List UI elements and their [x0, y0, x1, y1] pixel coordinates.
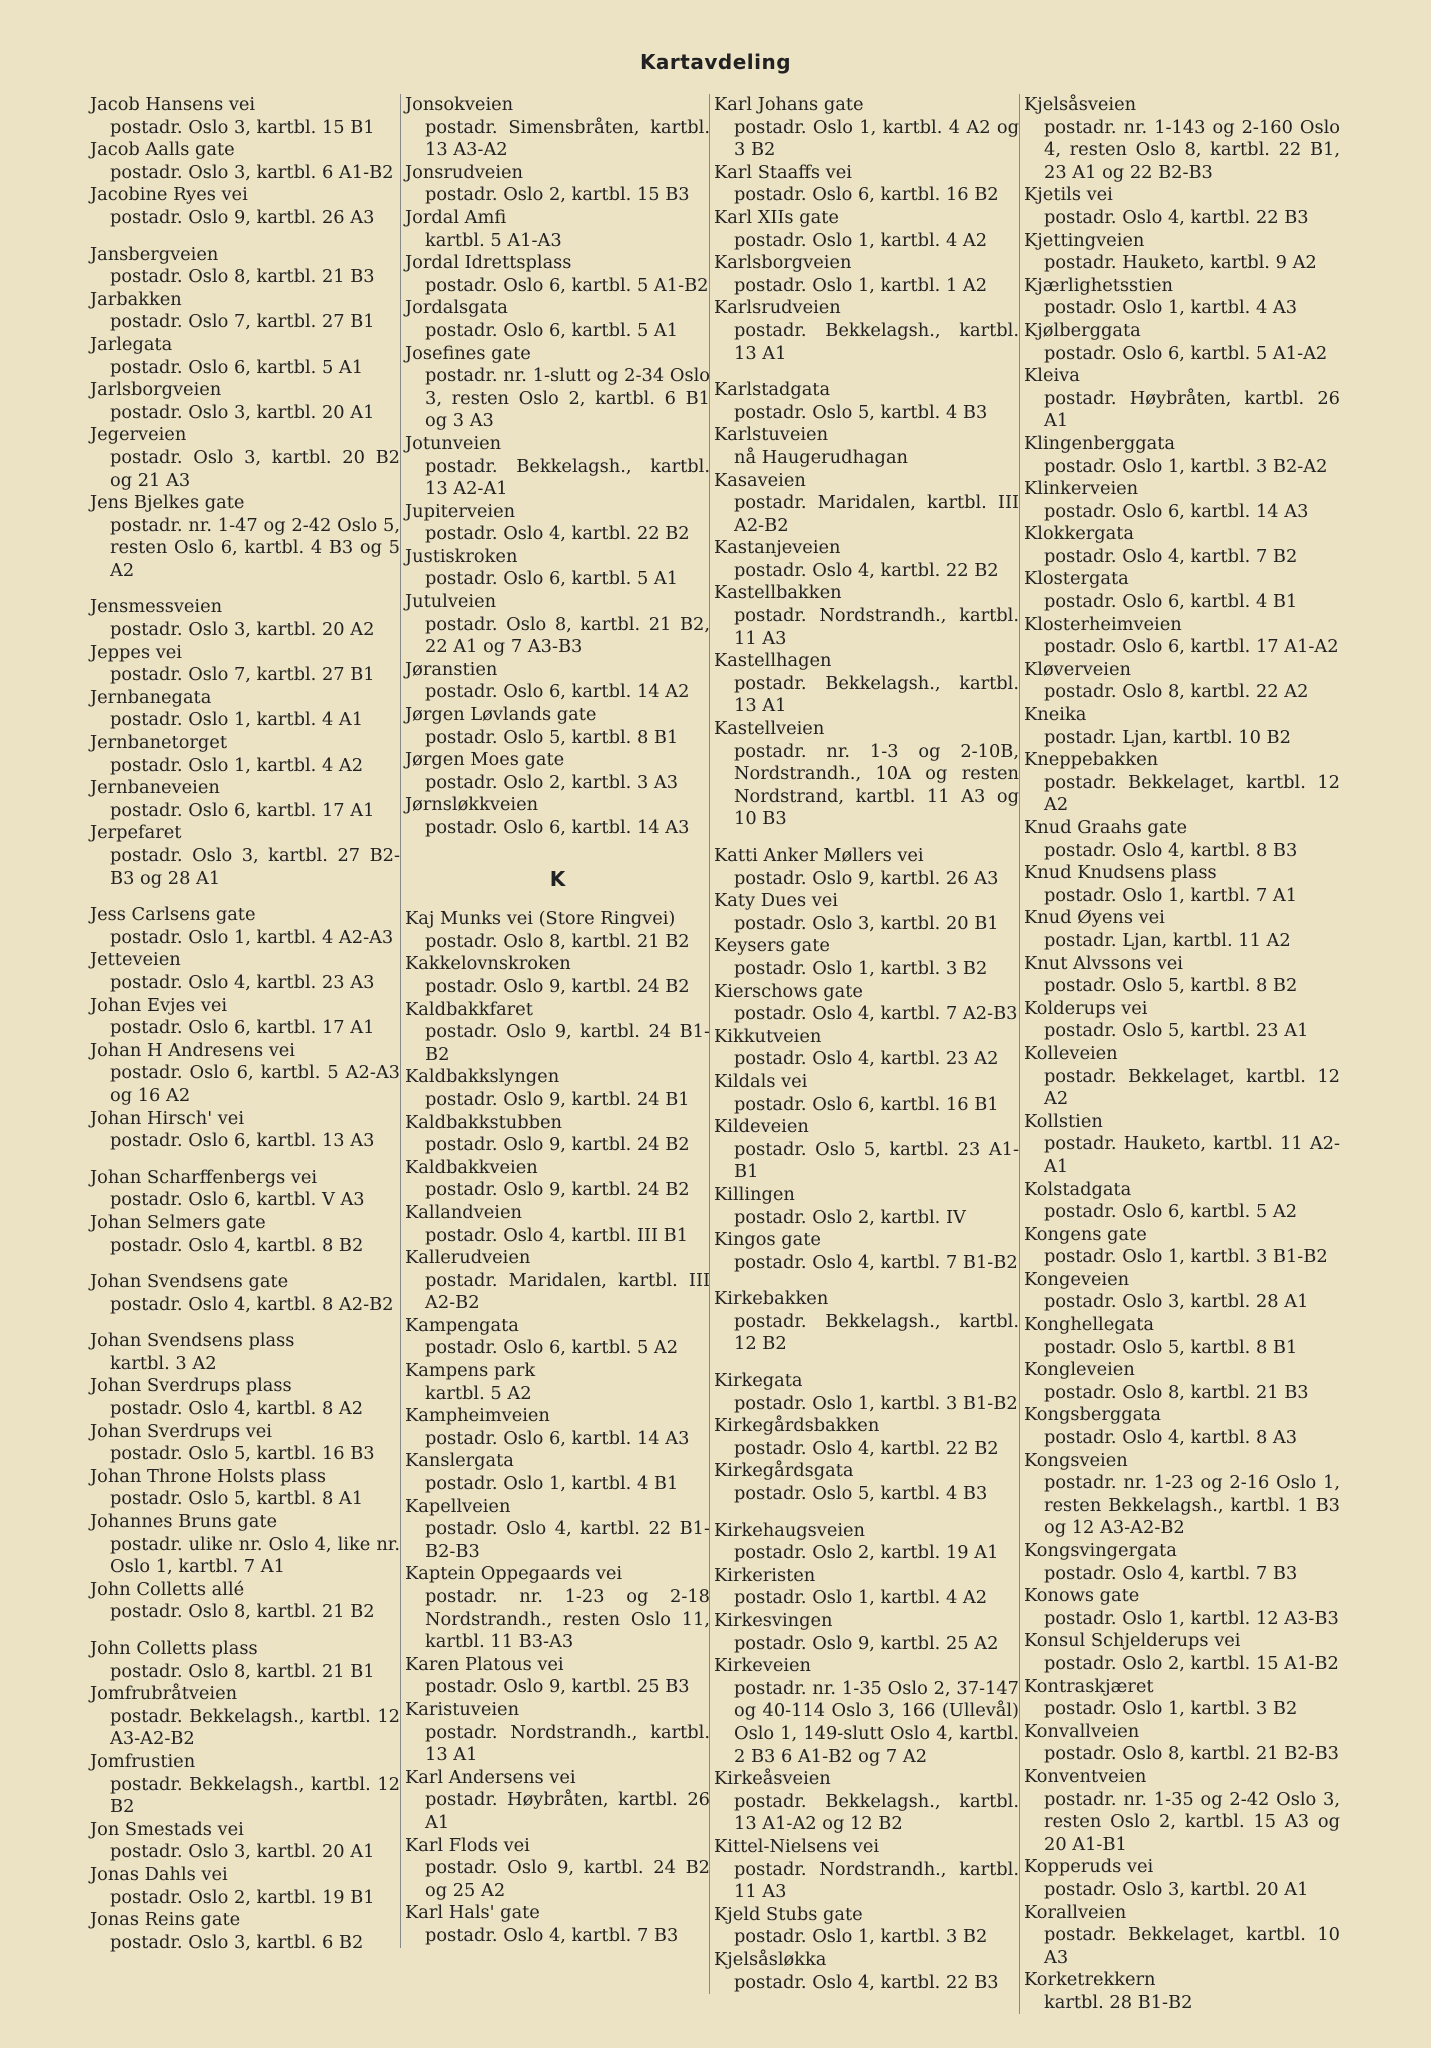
street-name: Kirkeåsveien [714, 1768, 831, 1790]
street-address-info: postadr. Oslo 1, kartbl. 4 A2 [734, 1587, 988, 1609]
street-name: Johan Sverdrups vei [90, 1420, 272, 1442]
entry-gap [714, 1356, 1019, 1370]
street-name: Klinkerveien [1024, 478, 1139, 500]
street-name: Johannes Bruns gate [90, 1511, 277, 1533]
street-name: Jacobine Ryes vei [90, 184, 248, 206]
street-address-info: postadr. Oslo 1, kartbl. 3 B2 [734, 957, 988, 979]
street-address-info: postadr. Høybråten, kartbl. 26 A1 [1044, 387, 1340, 432]
street-name: Kongsberggata [1024, 1404, 1161, 1426]
street-name: Kopperuds vei [1024, 1856, 1154, 1878]
street-name: Jørgen Løvlands gate [405, 704, 597, 726]
street-name: Johan Svendsens gate [90, 1271, 289, 1293]
street-address-info: postadr. Oslo 1, kartbl. 4 A3 [1044, 297, 1298, 319]
street-name: Kongens gate [1024, 1223, 1147, 1245]
street-address-info: postadr. Oslo 4, kartbl. 8 B2 [110, 1234, 364, 1256]
street-name: Kjetils vei [1024, 184, 1113, 206]
street-name: Knud Graahs gate [1024, 817, 1188, 838]
entry-gap [714, 365, 1019, 379]
street-address-info: postadr. Oslo 1, kartbl. 4 A2 [110, 754, 364, 776]
street-address-info: postadr. Oslo 6, kartbl. 14 A3 [1044, 500, 1309, 522]
entry-gap [90, 230, 400, 244]
street-address-info: postadr. Oslo 4, kartbl. 22 B2 [425, 523, 690, 545]
street-address-info: postadr. Bekkelagsh., kartbl. 12 B2 [734, 1310, 1019, 1355]
street-address-info: postadr. Oslo 1, kartbl. 3 B1-B2 [734, 1392, 1018, 1414]
street-name: Kaldbakkstubben [405, 1111, 562, 1133]
street-address-info: postadr. nr. 1-35 og 2-42 Oslo 3, resten Oslo 2, kartbl. 15 A3 og 20 A1-B1 [1044, 1788, 1340, 1855]
street-name: Kjølberggata [1024, 319, 1141, 341]
street-name: Karl Hals' gate [405, 1902, 540, 1924]
street-name: Kirkeveien [714, 1655, 811, 1677]
street-name: Jordal Idrettsplass [405, 252, 572, 274]
street-address-info: postadr. Oslo 3, kartbl. 20 B2 og 21 A3 [110, 446, 400, 491]
street-address-info: postadr. Oslo 8, kartbl. 21 B2, 22 A1 og 7 A3-B3 [425, 613, 710, 658]
street-name: Kampheimveien [405, 1405, 550, 1427]
street-name: Jernbanetorget [90, 732, 227, 754]
street-name: Jerpefaret [90, 822, 182, 844]
column-3 [709, 94, 1019, 1994]
street-name: Kirkeristen [714, 1564, 816, 1586]
street-address-info: postadr. Oslo 5, kartbl. 8 B2 [1044, 975, 1298, 997]
street-name: Korketrekkern [1024, 1969, 1156, 1991]
street-address-info: postadr. Oslo 3, kartbl. 28 A1 [1044, 1291, 1309, 1313]
street-name: Karl Andersens vei [405, 1766, 576, 1788]
street-address-info: postadr. Bekkelaget, kartbl. 10 A3 [1044, 1924, 1340, 1968]
street-name: Kirkesvingen [714, 1610, 833, 1631]
street-address-info: postadr. Oslo 8, kartbl. 21 B3 [1044, 1381, 1309, 1403]
street-name: Konghellegata [1024, 1314, 1154, 1336]
street-name: Johan Evjes vei [90, 994, 228, 1016]
street-address-info: postadr. Oslo 4, kartbl. 7 B3 [1044, 1562, 1298, 1584]
street-name: Jarbakken [90, 288, 182, 310]
street-name: Jacob Aalls gate [90, 139, 235, 161]
street-name: Kirkegårdsgata [714, 1460, 854, 1482]
street-name: Kaj Munks vei (Store Ringvei) [405, 908, 676, 930]
street-name: Kildals vei [714, 1070, 808, 1092]
street-address-info: postadr. Oslo 4, kartbl. 7 B3 [425, 1924, 679, 1946]
street-name: Kampens park [405, 1360, 536, 1382]
street-name: Jomfrubråtveien [90, 1683, 238, 1705]
street-address-info: postadr. Oslo 4, kartbl. 7 B2 [1044, 545, 1298, 567]
street-name: Jomfrustien [90, 1750, 196, 1772]
street-name: Kapellveien [405, 1495, 511, 1517]
street-name: Kongsvingergata [1024, 1540, 1177, 1561]
street-name: Karlsrudveien [714, 297, 841, 319]
entry-gap [90, 1624, 400, 1638]
street-name: Kjelsåsveien [1024, 94, 1137, 115]
street-name: Kaldbakkfaret [405, 998, 533, 1020]
street-address-info: postadr. Oslo 2, kartbl. 3 A3 [425, 771, 679, 793]
street-address-info: postadr. Oslo 6, kartbl. 5 A1-B2 [425, 274, 709, 296]
street-address-info: postadr. Oslo 3, kartbl. 20 A1 [1044, 1878, 1309, 1900]
street-address-info: postadr. Oslo 9, kartbl. 25 A2 [734, 1632, 999, 1654]
street-name: Kongleveien [1024, 1359, 1135, 1381]
street-address-info: kartbl. 28 B1-B2 [1044, 1991, 1193, 2013]
street-name: Katti Anker Møllers vei [714, 845, 924, 866]
street-name: Kittel-Nielsens vei [714, 1835, 880, 1857]
street-address-info: postadr. nr. 1-23 og 2-18 Nordstrandh., resten Oslo 11, kartbl. 11 B3-A3 [425, 1586, 710, 1653]
street-address-info: postadr. Hauketo, kartbl. 9 A2 [1044, 252, 1317, 274]
street-name: Johan H Andresens vei [90, 1039, 295, 1061]
street-address-info: postadr. Oslo 6, kartbl. 17 A1-A2 [1044, 636, 1339, 658]
street-name: Kleiva [1024, 365, 1080, 387]
street-address-info: postadr. Simensbråten, kartbl. 13 A3-A2 [425, 116, 710, 161]
street-address-info: kartbl. 5 A2 [425, 1382, 532, 1404]
street-address-info: postadr. Oslo 6, kartbl. 17 A1 [110, 799, 375, 821]
street-name: Jøranstien [405, 658, 498, 680]
street-address-info: postadr. Oslo 5, kartbl. 8 B1 [425, 726, 679, 748]
street-name: Jess Carlsens gate [90, 904, 256, 926]
street-address-info: postadr. nr. 1-47 og 2-42 Oslo 5, resten Oslo 6, kartbl. 4 B3 og 5 A2 [110, 514, 400, 581]
street-name: Jens Bjelkes gate [90, 492, 245, 514]
street-name: Konsul Schjelderups vei [1024, 1630, 1241, 1652]
street-name: Jegerveien [90, 424, 187, 446]
street-name: Kolstadgata [1024, 1178, 1132, 1200]
street-address-info: postadr. Oslo 8, kartbl. 22 A2 [1044, 681, 1309, 703]
street-name: Klokkergata [1024, 523, 1134, 545]
street-address-info: postadr. Oslo 9, kartbl. 24 B2 og 25 A2 [425, 1857, 710, 1901]
street-name: Kolderups vei [1024, 997, 1148, 1019]
street-name: Kjeld Stubs gate [714, 1903, 863, 1925]
street-address-info: postadr. Oslo 3, kartbl. 20 A2 [110, 619, 375, 641]
street-address-info: postadr. Bekkelagsh., kartbl. 12 B2 [110, 1773, 400, 1818]
street-address-info: postadr. Oslo 8, kartbl. 21 B2 [425, 930, 690, 952]
street-address-info: postadr. Oslo 9, kartbl. 24 B2 [425, 1179, 690, 1201]
street-name: Kjærlighetsstien [1024, 274, 1173, 296]
street-address-info: postadr. Oslo 3, kartbl. 15 B1 [110, 116, 375, 138]
street-name: Johan Hirsch' vei [90, 1107, 245, 1129]
street-name: Johan Sverdrups plass [90, 1375, 292, 1397]
street-address-info: postadr. Oslo 7, kartbl. 27 B1 [110, 311, 375, 333]
street-address-info: postadr. Oslo 6, kartbl. 13 A3 [110, 1130, 375, 1152]
street-address-info: postadr. nr. 1-3 og 2-10B, Nordstrandh., 10A og resten Nordstrand, kartbl. 11 A3 og 10 B3 [734, 740, 1019, 830]
street-name: Kjettingveien [1024, 229, 1145, 251]
street-name: Johan Throne Holsts plass [90, 1465, 327, 1487]
street-address-info: postadr. Oslo 3, kartbl. 6 A1-B2 [110, 161, 394, 183]
street-address-info: postadr. Høybråten, kartbl. 26 A1 [425, 1789, 710, 1833]
street-address-info: postadr. Bekkelagsh., kartbl. 13 A1 [734, 672, 1019, 717]
street-address-info: kartbl. 5 A1-A3 [425, 229, 562, 251]
street-name: Kanslergata [405, 1450, 514, 1472]
street-name: Kikkutveien [714, 1025, 822, 1047]
street-address-info: postadr. Oslo 6, kartbl. 5 A1 [425, 568, 679, 590]
street-name: Karlstuveien [714, 424, 829, 446]
street-address-info: postadr. Oslo 2, kartbl. 19 A1 [734, 1542, 999, 1564]
street-name: Jernbaneveien [90, 777, 220, 799]
street-address-info: postadr. Oslo 3, kartbl. 6 B2 [110, 1931, 364, 1953]
street-name: Konvallveien [1024, 1720, 1140, 1742]
street-address-info: postadr. Oslo 6, kartbl. 14 A3 [425, 817, 690, 838]
street-name: Killingen [714, 1183, 795, 1205]
street-address-info: postadr. Oslo 4, kartbl. 22 B3 [1044, 206, 1309, 228]
street-name: Jensmessveien [90, 596, 223, 618]
street-name: Jørgen Moes gate [405, 749, 565, 771]
street-name: Knut Alvssons vei [1024, 952, 1183, 974]
street-name: Jupiterveien [405, 500, 516, 522]
street-name: John Colletts allé [90, 1578, 245, 1600]
street-name: Karl Staaffs vei [714, 161, 852, 183]
street-address-info: postadr. Oslo 1, kartbl. 7 A1 [1044, 884, 1298, 906]
street-name: Klingenberggata [1024, 432, 1175, 454]
street-address-info: postadr. Oslo 6, kartbl. 5 A1 [425, 319, 679, 341]
street-address-info: postadr. ulike nr. Oslo 4, like nr. Oslo 1, kartbl. 7 A1 [110, 1533, 400, 1578]
street-address-info: postadr. Oslo 1, kartbl. 4 B1 [425, 1473, 679, 1495]
street-name: Konventveien [1024, 1765, 1147, 1787]
street-name: Kastellbakken [714, 582, 842, 604]
street-address-info: postadr. Oslo 9, kartbl. 24 B2 [425, 975, 690, 997]
street-address-info: postadr. Oslo 5, kartbl. 4 B3 [734, 401, 988, 423]
street-name: Kallandveien [405, 1201, 522, 1223]
street-name: Jonsokveien [405, 94, 514, 115]
street-name: Jetteveien [90, 949, 181, 971]
street-name: Konows gate [1024, 1585, 1140, 1607]
street-address-info: postadr. Maridalen, kartbl. III A2-B2 [425, 1269, 710, 1314]
street-name: Jeppes vei [90, 641, 182, 663]
street-address-info: postadr. Oslo 6, kartbl. 16 B2 [734, 184, 999, 206]
street-name: Jutulveien [405, 591, 497, 613]
street-address-info: postadr. Hauketo, kartbl. 11 A2-A1 [1044, 1133, 1340, 1177]
street-address-info: postadr. Oslo 1, kartbl. 3 B2-A2 [1044, 455, 1328, 477]
street-address-info: postadr. Oslo 8, kartbl. 21 B2 [110, 1601, 375, 1623]
street-name: Josefines gate [405, 342, 531, 364]
street-name: Karl Flods vei [405, 1834, 530, 1856]
street-address-info: postadr. Oslo 3, kartbl. 20 A1 [110, 401, 375, 423]
street-name: Jansbergveien [90, 243, 219, 265]
street-address-info: postadr. Oslo 8, kartbl. 21 B3 [110, 266, 375, 288]
column-2 [400, 94, 710, 1948]
street-address-info: postadr. Oslo 1, kartbl. 3 B2 [734, 1926, 988, 1948]
street-address-info: postadr. Maridalen, kartbl. III A2-B2 [734, 492, 1019, 536]
street-address-info: postadr. Oslo 9, kartbl. 24 B1-B2 [425, 1021, 710, 1065]
street-name: Knud Øyens vei [1024, 907, 1165, 929]
street-address-info: postadr. Oslo 2, kartbl. 15 A1-B2 [1044, 1652, 1339, 1674]
street-address-info: postadr. Oslo 8, kartbl. 21 B2-B3 [1044, 1743, 1339, 1765]
street-name: Jonas Reins gate [90, 1909, 241, 1931]
street-name: Kaldbakkslyngen [405, 1066, 560, 1088]
street-address-info: postadr. Oslo 9, kartbl. 26 A3 [110, 206, 375, 228]
street-address-info: postadr. Bekkelagsh., kartbl. 13 A1 [734, 319, 1019, 364]
street-name: Karlstadgata [714, 379, 831, 401]
street-name: Kirkebakken [714, 1288, 829, 1310]
street-address-info: postadr. Oslo 5, kartbl. 8 B1 [1044, 1336, 1298, 1358]
street-address-info: postadr. Nordstrandh., kartbl. 13 A1 [425, 1721, 710, 1766]
street-name: Kildeveien [714, 1116, 809, 1138]
street-address-info: postadr. Oslo 6, kartbl. 14 A3 [425, 1427, 690, 1449]
street-name: Johan Scharffenbergs vei [90, 1166, 318, 1188]
street-address-info: postadr. Oslo 7, kartbl. 27 B1 [110, 664, 375, 686]
street-address-info: postadr. Oslo 1, kartbl. 3 B1-B2 [1044, 1246, 1328, 1268]
street-name: Kirkehaugsveien [714, 1519, 866, 1541]
page-title: Kartavdeling [639, 50, 792, 74]
street-name: Karlsborgveien [714, 252, 852, 274]
street-address-info: postadr. Oslo 8, kartbl. 21 B1 [110, 1660, 375, 1682]
entry-gap [90, 582, 400, 596]
street-name: Jonsrudveien [405, 161, 523, 183]
street-name: John Colletts plass [90, 1638, 258, 1659]
street-address-info: postadr. nr. 1-35 Oslo 2, 37-147 og 40-114 Oslo 3, 166 (Ullevål) Oslo 1, 149-slutt Oslo 4, kartbl. 2 B3 6 A1-B2 og 7 A2 [734, 1677, 1019, 1767]
street-address-info: postadr. Oslo 2, kartbl. 19 B1 [110, 1886, 375, 1908]
street-address-info: postadr. Oslo 3, kartbl. 27 B2-B3 og 28 A1 [110, 845, 400, 889]
street-name: Kasaveien [714, 469, 806, 491]
street-name: Kneika [1024, 704, 1087, 726]
street-address-info: postadr. Oslo 4, kartbl. 8 B3 [1044, 839, 1298, 861]
street-name: Klostergata [1024, 568, 1129, 590]
street-address-info: postadr. Oslo 4, kartbl. III B1 [425, 1224, 689, 1246]
street-address-info: postadr. Oslo 4, kartbl. 22 B1-B2-B3 [425, 1518, 710, 1562]
street-address-info: postadr. Oslo 1, kartbl. 4 A2 [734, 229, 988, 251]
street-address-info: postadr. Oslo 6, kartbl. 5 A2 [1044, 1201, 1298, 1223]
street-address-info: postadr. Oslo 4, kartbl. 22 B2 [734, 559, 999, 581]
street-name: Justiskroken [405, 545, 518, 567]
street-address-info: postadr. Oslo 2, kartbl. 15 B3 [425, 184, 690, 206]
street-address-info: postadr. Oslo 4, kartbl. 8 A2-B2 [110, 1293, 394, 1315]
street-address-info: postadr. Oslo 9, kartbl. 24 B1 [425, 1088, 690, 1110]
street-address-info: postadr. Oslo 9, kartbl. 26 A3 [734, 867, 999, 889]
street-address-info: postadr. Oslo 4, kartbl. 22 B2 [734, 1437, 999, 1459]
street-address-info: postadr. Oslo 4, kartbl. 23 A2 [734, 1048, 999, 1070]
street-name: Kastanjeveien [714, 537, 841, 559]
street-address-info: postadr. Oslo 5, kartbl. 23 A1-B1 [734, 1138, 1019, 1183]
street-address-info: postadr. nr. 1-slutt og 2-34 Oslo 3, resten Oslo 2, kartbl. 6 B1 og 3 A3 [425, 365, 710, 432]
street-address-info: postadr. Oslo 6, kartbl. 4 B1 [1044, 591, 1298, 613]
street-address-info: postadr. Nordstrandh., kartbl. 11 A3 [734, 1858, 1019, 1903]
entry-gap [714, 1274, 1019, 1288]
street-address-info: postadr. Oslo 4, kartbl. 8 A3 [1044, 1427, 1298, 1449]
street-address-info: postadr. Oslo 6, kartbl. 5 A2-A3 og 16 A2 [110, 1062, 400, 1106]
street-address-info: postadr. Oslo 4, kartbl. 22 B3 [734, 1971, 999, 1993]
street-name: Keysers gate [714, 935, 830, 957]
street-address-info: postadr. Oslo 5, kartbl. 4 B3 [734, 1483, 988, 1505]
entry-gap [714, 831, 1019, 845]
street-name: Kaldbakkveien [405, 1156, 538, 1178]
street-address-info: postadr. Oslo 1, kartbl. 4 A2 og 3 B2 [734, 116, 1019, 161]
street-name: Jacob Hansens vei [90, 94, 256, 115]
street-name: Jørnsløkkveien [405, 794, 539, 816]
street-name: Kallerudveien [405, 1247, 531, 1269]
street-name: Jarlsborgveien [90, 379, 222, 401]
street-name: Karl XIIs gate [714, 206, 839, 228]
street-name: Kampengata [405, 1314, 519, 1336]
street-address-info: postadr. Oslo 4, kartbl. 7 A2-B3 [734, 1003, 1018, 1025]
street-address-info: postadr. Oslo 3, kartbl. 20 A1 [110, 1841, 375, 1863]
street-name: Johan Selmers gate [90, 1211, 266, 1233]
street-address-info: postadr. Bekkelaget, kartbl. 12 A2 [1044, 771, 1340, 816]
street-name: Knud Knudsens plass [1024, 862, 1217, 884]
street-name: Kneppebakken [1024, 749, 1159, 771]
street-name: Jordal Amfi [405, 206, 507, 228]
street-name: Kaptein Oppegaards vei [405, 1563, 623, 1585]
street-address-info: postadr. Oslo 5, kartbl. 8 A1 [110, 1488, 364, 1510]
street-address-info: postadr. Bekkelagsh., kartbl. 12 A3-A2-B2 [110, 1705, 400, 1750]
street-address-info: postadr. Oslo 5, kartbl. 23 A1 [1044, 1020, 1309, 1042]
street-name: Kløverveien [1024, 658, 1131, 680]
street-address-info: postadr. Oslo 5, kartbl. 16 B3 [110, 1443, 375, 1465]
street-name: Karl Johans gate [714, 94, 864, 115]
street-name: Kastellveien [714, 718, 825, 740]
street-name: Jernbanegata [90, 686, 212, 708]
street-address-info: postadr. Oslo 2, kartbl. IV [734, 1206, 966, 1228]
street-address-info: postadr. Oslo 4, kartbl. 7 B1-B2 [734, 1251, 1018, 1273]
street-address-info: kartbl. 3 A2 [110, 1352, 217, 1374]
street-address-info: postadr. Oslo 4, kartbl. 23 A3 [110, 971, 375, 993]
street-name: Jarlegata [90, 333, 173, 355]
street-name: Jordalsgata [405, 297, 508, 319]
street-name: Jonas Dahls vei [90, 1863, 228, 1885]
entry-gap [90, 1257, 400, 1271]
street-name: Kirkegata [714, 1370, 803, 1392]
entry-gap [90, 1153, 400, 1167]
street-address-info: postadr. Oslo 6, kartbl. 17 A1 [110, 1017, 375, 1039]
street-address-info: postadr. Oslo 9, kartbl. 24 B2 [425, 1134, 690, 1156]
street-address-info: postadr. Oslo 1, kartbl. 4 A2-A3 [110, 926, 394, 948]
street-name: Karen Platous vei [405, 1653, 564, 1675]
street-name: Kingos gate [714, 1229, 821, 1251]
street-name: Kolleveien [1024, 1042, 1118, 1064]
street-address-info: postadr. Oslo 1, kartbl. 1 A2 [734, 274, 988, 296]
street-name: Johan Svendsens plass [90, 1330, 295, 1352]
street-address-info: postadr. Bekkelagsh., kartbl. 13 A1-A2 og 12 B2 [734, 1790, 1019, 1835]
street-name: Kontraskjæret [1024, 1675, 1154, 1697]
column-4 [1019, 94, 1340, 2014]
street-address-info: postadr. Nordstrandh., kartbl. 11 A3 [734, 605, 1019, 649]
street-name: Kongeveien [1024, 1268, 1130, 1290]
street-name: Jotunveien [405, 432, 502, 454]
street-address-info: postadr. Bekkelaget, kartbl. 12 A2 [1044, 1065, 1340, 1110]
entry-gap [90, 890, 400, 904]
street-address-info: postadr. nr. 1-23 og 2-16 Oslo 1, resten Bekkelagsh., kartbl. 1 B3 og 12 A3-A2-B2 [1044, 1472, 1340, 1539]
section-letter: K [549, 866, 566, 891]
street-address-info: postadr. Oslo 6, kartbl. 14 A2 [425, 681, 690, 703]
column-1 [90, 94, 400, 1954]
street-address-info: postadr. Oslo 1, kartbl. 3 B2 [1044, 1698, 1298, 1720]
street-address-info: postadr. Oslo 3, kartbl. 20 B1 [734, 912, 999, 934]
street-name: Korallveien [1024, 1901, 1127, 1923]
street-name: Katy Dues vei [714, 890, 838, 912]
street-address-info: postadr. Oslo 1, kartbl. 12 A3-B3 [1044, 1607, 1339, 1629]
street-address-info: postadr. Oslo 6, kartbl. V A3 [110, 1189, 365, 1211]
street-address-info: postadr. Bekkelagsh., kartbl. 13 A2-A1 [425, 455, 710, 500]
street-name: Kirkegårdsbakken [714, 1415, 880, 1437]
street-name: Kongsveien [1024, 1449, 1128, 1471]
street-name: Kjelsåsløkka [714, 1948, 827, 1970]
street-name: Kakkelovnskroken [405, 953, 571, 975]
street-address-info: postadr. nr. 1-143 og 2-160 Oslo 4, resten Oslo 8, kartbl. 22 B1, 23 A1 og 22 B2-B3 [1044, 116, 1340, 183]
street-address-info: postadr. Oslo 9, kartbl. 25 B3 [425, 1676, 690, 1698]
street-name: Kierschows gate [714, 980, 863, 1002]
street-address-info: postadr. Ljan, kartbl. 10 B2 [1044, 726, 1291, 748]
street-address-info: postadr. Oslo 6, kartbl. 5 A1 [110, 356, 364, 378]
street-name: Jon Smestads vei [90, 1818, 244, 1840]
street-name: Kastellhagen [714, 650, 832, 672]
street-name: Klosterheimveien [1024, 613, 1182, 635]
street-address-info: postadr. Oslo 4, kartbl. 8 A2 [110, 1398, 364, 1420]
entry-gap [714, 1506, 1019, 1520]
street-name: Karistuveien [405, 1698, 520, 1720]
street-address-info: nå Haugerudhagan [734, 446, 908, 468]
street-address-info: postadr. Oslo 6, kartbl. 5 A2 [425, 1337, 679, 1359]
street-address-info: postadr. Ljan, kartbl. 11 A2 [1044, 929, 1291, 951]
street-address-info: postadr. Oslo 6, kartbl. 5 A1-A2 [1044, 342, 1328, 364]
entry-gap [90, 1316, 400, 1330]
street-address-info: postadr. Oslo 6, kartbl. 16 B1 [734, 1093, 999, 1115]
street-address-info: postadr. Oslo 1, kartbl. 4 A1 [110, 709, 364, 731]
street-name: Kollstien [1024, 1110, 1103, 1132]
